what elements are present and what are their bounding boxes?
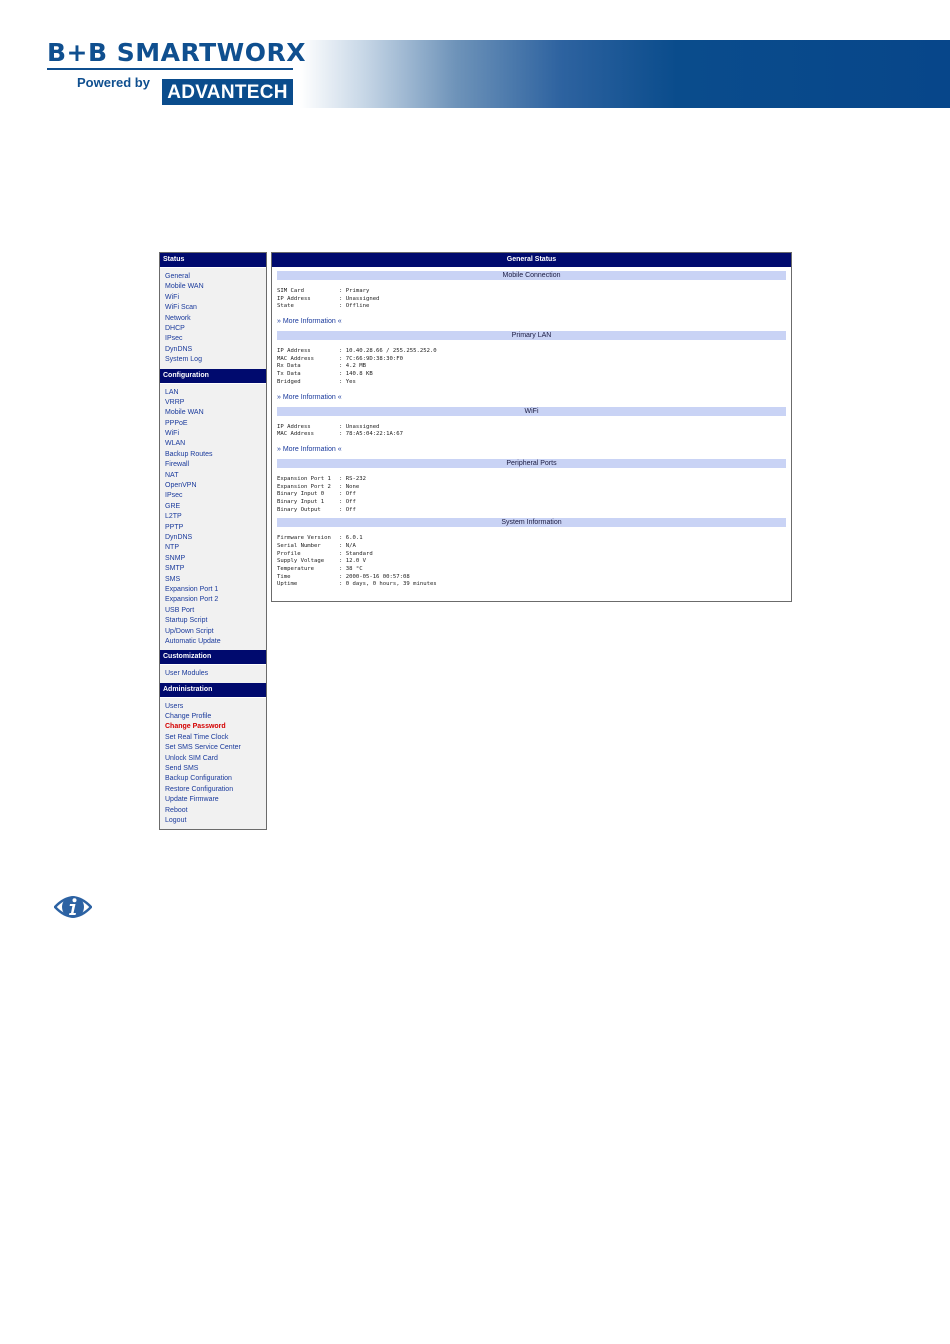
info-row [277, 491, 786, 499]
info-value: Yes [345, 378, 356, 385]
sidebar-item-ntp[interactable]: NTP [165, 544, 179, 552]
info-table [277, 476, 786, 514]
info-key: Binary Input 1 [277, 498, 325, 505]
info-row [277, 551, 786, 559]
info-table [277, 348, 786, 386]
info-value: 12.0 V [345, 558, 366, 565]
info-value: N/A [345, 543, 356, 549]
info-row [277, 363, 786, 371]
sidebar-item-openvpn[interactable]: OpenVPN [165, 482, 197, 490]
sidebar-item-expansion-port-2[interactable]: Expansion Port 2 [165, 596, 219, 604]
group-title: Mobile Connection [277, 271, 786, 280]
info-row [277, 424, 786, 432]
sidebar-item-update-firmware[interactable]: Update Firmware [165, 796, 219, 804]
sidebar-item-pppoe[interactable]: PPPoE [165, 419, 188, 427]
info-separator: : [339, 423, 346, 430]
info-key: Bridged [277, 378, 301, 385]
info-row [277, 499, 786, 507]
info-row [277, 574, 786, 582]
info-separator: : [339, 498, 346, 505]
panel-title: General Status [272, 253, 791, 267]
sidebar-item-pptp[interactable]: PPTP [165, 523, 184, 531]
nav-list-administration [160, 698, 266, 830]
sidebar-item-set-real-time-clock[interactable]: Set Real Time Clock [165, 733, 229, 741]
info-value: Off [345, 498, 356, 505]
nav-section-customization: Customization [160, 650, 266, 665]
group-title: Peripheral Ports [277, 459, 786, 468]
info-key: Supply Voltage [277, 558, 325, 565]
sidebar-item-set-sms-service-center[interactable]: Set SMS Service Center [165, 744, 241, 752]
sidebar-item-send-sms[interactable]: Send SMS [165, 765, 199, 773]
info-separator: : [339, 558, 346, 565]
sidebar-item-automatic-update[interactable]: Automatic Update [165, 637, 221, 645]
sidebar-item-mobile-wan[interactable]: Mobile WAN [165, 283, 204, 291]
sidebar-item-up-down-script[interactable]: Up/Down Script [165, 627, 214, 635]
info-value: 7C:66:9D:38:30:F0 [345, 355, 404, 362]
info-key: Temperature [277, 566, 315, 573]
info-separator: : [339, 295, 346, 302]
info-value: 140.8 KB [345, 371, 373, 378]
sidebar-item-user-modules[interactable]: User Modules [165, 670, 209, 678]
info-separator: : [339, 566, 346, 573]
status-group-system-information [277, 518, 786, 589]
info-separator: : [339, 573, 346, 580]
info-row [277, 543, 786, 551]
sidebar-item-network[interactable]: Network [165, 314, 191, 322]
info-separator: : [339, 431, 346, 438]
info-row [277, 566, 786, 574]
group-title: System Information [277, 518, 786, 527]
info-row [277, 296, 786, 304]
info-separator: : [339, 535, 346, 542]
info-key: SIM Card [277, 288, 304, 294]
sidebar-item-sms[interactable]: SMS [165, 575, 181, 583]
info-separator: : [339, 355, 346, 362]
general-status-panel [271, 252, 792, 602]
group-title: WiFi [277, 407, 786, 416]
sidebar-item-ipsec[interactable]: IPsec [165, 492, 183, 500]
sidebar-item-system-log[interactable]: System Log [165, 356, 202, 364]
sidebar-item-users[interactable]: Users [165, 702, 184, 710]
info-row [277, 558, 786, 566]
nav-section-configuration: Configuration [160, 369, 266, 384]
info-value: None [345, 483, 360, 490]
info-key: Expansion Port 2 [277, 483, 331, 490]
sidebar-item-l2tp[interactable]: L2TP [165, 513, 182, 521]
sidebar-item-startup-script[interactable]: Startup Script [165, 617, 208, 625]
info-separator: : [339, 543, 346, 549]
sidebar-item-unlock-sim-card[interactable]: Unlock SIM Card [165, 754, 218, 762]
info-separator: : [339, 550, 346, 557]
info-value: Off [345, 491, 356, 498]
status-group-mobile-connection [277, 271, 786, 327]
info-key: Rx Data [277, 363, 301, 370]
info-value: Standard [345, 550, 373, 557]
info-row [277, 348, 786, 356]
info-row [277, 431, 786, 439]
sidebar-item-snmp[interactable]: SNMP [165, 554, 186, 562]
sidebar-item-ipsec[interactable]: IPsec [165, 335, 183, 343]
brand-divider [47, 68, 293, 70]
info-value: 6.0.1 [345, 535, 363, 542]
info-separator: : [339, 491, 346, 498]
info-table [277, 424, 786, 439]
info-value: Unassigned [345, 423, 380, 430]
info-table [277, 535, 786, 589]
sidebar-item-reboot[interactable]: Reboot [165, 806, 188, 814]
info-table [277, 288, 786, 311]
sidebar-item-change-password[interactable]: Change Password [165, 723, 226, 731]
info-value: 4.2 MB [345, 363, 366, 370]
sidebar-item-backup-routes[interactable]: Backup Routes [165, 450, 213, 458]
info-value: 2000-05-16 00:57:08 [345, 573, 410, 580]
status-group-primary-lan [277, 331, 786, 402]
info-separator: : [339, 288, 346, 294]
info-row [277, 379, 786, 387]
info-row [277, 288, 786, 296]
info-key: State [277, 303, 294, 310]
info-row [277, 356, 786, 364]
group-title: Primary LAN [277, 331, 786, 340]
info-row [277, 535, 786, 543]
info-key: Uptime [277, 581, 298, 588]
info-value: Offline [345, 303, 370, 310]
sidebar-item-firewall[interactable]: Firewall [165, 461, 190, 469]
info-value: RS-232 [345, 475, 366, 482]
info-row [277, 507, 786, 515]
info-eye-icon [54, 890, 92, 924]
brand-logo: B+B SMARTWORX [47, 38, 307, 67]
sidebar-item-change-profile[interactable]: Change Profile [165, 713, 212, 721]
sidebar-item-backup-configuration[interactable]: Backup Configuration [165, 775, 232, 783]
sidebar-item-vrrp[interactable]: VRRP [165, 398, 185, 406]
info-separator: : [339, 506, 346, 513]
powered-by-label: Powered by [77, 75, 150, 90]
sidebar-item-wifi-scan[interactable]: WiFi Scan [165, 304, 197, 312]
status-group-peripheral-ports [277, 459, 786, 514]
sidebar-item-gre[interactable]: GRE [165, 502, 181, 510]
info-key: IP Address [277, 295, 311, 302]
info-key: IP Address [277, 348, 311, 355]
info-value: Primary [345, 288, 370, 294]
info-separator: : [339, 303, 346, 310]
partner-logo: ADVANTECH [162, 79, 293, 105]
nav-section-administration: Administration [160, 683, 266, 698]
sidebar-item-dyndns[interactable]: DynDNS [165, 345, 193, 353]
nav-list-status [160, 268, 266, 369]
info-key: Expansion Port 1 [277, 475, 331, 482]
info-key: Tx Data [277, 371, 301, 378]
header-banner [300, 40, 950, 108]
sidebar-item-wifi[interactable]: WiFi [165, 430, 179, 438]
nav-list-customization [160, 665, 266, 682]
info-value: 0 days, 0 hours, 39 minutes [345, 581, 437, 588]
more-information-link[interactable]: » More Information « [277, 393, 342, 401]
sidebar-item-logout[interactable]: Logout [165, 816, 187, 824]
info-separator: : [339, 363, 346, 370]
sidebar-item-dhcp[interactable]: DHCP [165, 324, 185, 332]
sidebar-item-expansion-port-1[interactable]: Expansion Port 1 [165, 585, 219, 593]
info-row [277, 303, 786, 311]
info-separator: : [339, 483, 346, 490]
nav-list-configuration [160, 384, 266, 651]
info-row [277, 581, 786, 589]
nav-section-status: Status [160, 253, 266, 268]
sidebar-item-nat[interactable]: NAT [165, 471, 179, 479]
sidebar-item-dyndns[interactable]: DynDNS [165, 533, 193, 541]
info-row [277, 371, 786, 379]
sidebar-item-lan[interactable]: LAN [165, 388, 179, 396]
info-key: IP Address [277, 423, 311, 430]
sidebar-item-wlan[interactable]: WLAN [165, 440, 186, 448]
info-key: MAC Address [277, 355, 315, 362]
info-key: MAC Address [277, 431, 315, 438]
info-value: Unassigned [345, 295, 380, 302]
info-row [277, 484, 786, 492]
info-key: Profile [277, 550, 301, 557]
info-value: 38 °C [345, 566, 363, 573]
sidebar-nav [159, 252, 267, 830]
sidebar-item-general[interactable]: General [165, 273, 190, 280]
more-information-link[interactable]: » More Information « [277, 445, 342, 453]
info-key: Firmware Version [277, 535, 331, 542]
info-separator: : [339, 348, 346, 355]
info-key: Binary Output [277, 506, 321, 513]
info-separator: : [339, 475, 346, 482]
status-groups [272, 271, 791, 589]
info-value: 78:A5:04:22:1A:67 [345, 431, 404, 438]
sidebar-item-usb-port[interactable]: USB Port [165, 606, 195, 614]
info-key: Serial Number [277, 543, 321, 549]
info-row [277, 476, 786, 484]
info-separator: : [339, 581, 346, 588]
info-value: 10.40.28.66 / 255.255.252.0 [345, 348, 437, 355]
more-information-link[interactable]: » More Information « [277, 318, 342, 326]
sidebar-item-mobile-wan[interactable]: Mobile WAN [165, 409, 204, 417]
info-separator: : [339, 378, 346, 385]
info-key: Binary Input 0 [277, 491, 325, 498]
info-key: Time [277, 573, 291, 580]
info-separator: : [339, 371, 346, 378]
sidebar-item-smtp[interactable]: SMTP [165, 565, 185, 573]
info-value: Off [345, 506, 356, 513]
sidebar-item-wifi[interactable]: WiFi [165, 293, 179, 301]
status-group-wifi [277, 407, 786, 455]
sidebar-item-restore-configuration[interactable]: Restore Configuration [165, 785, 234, 793]
